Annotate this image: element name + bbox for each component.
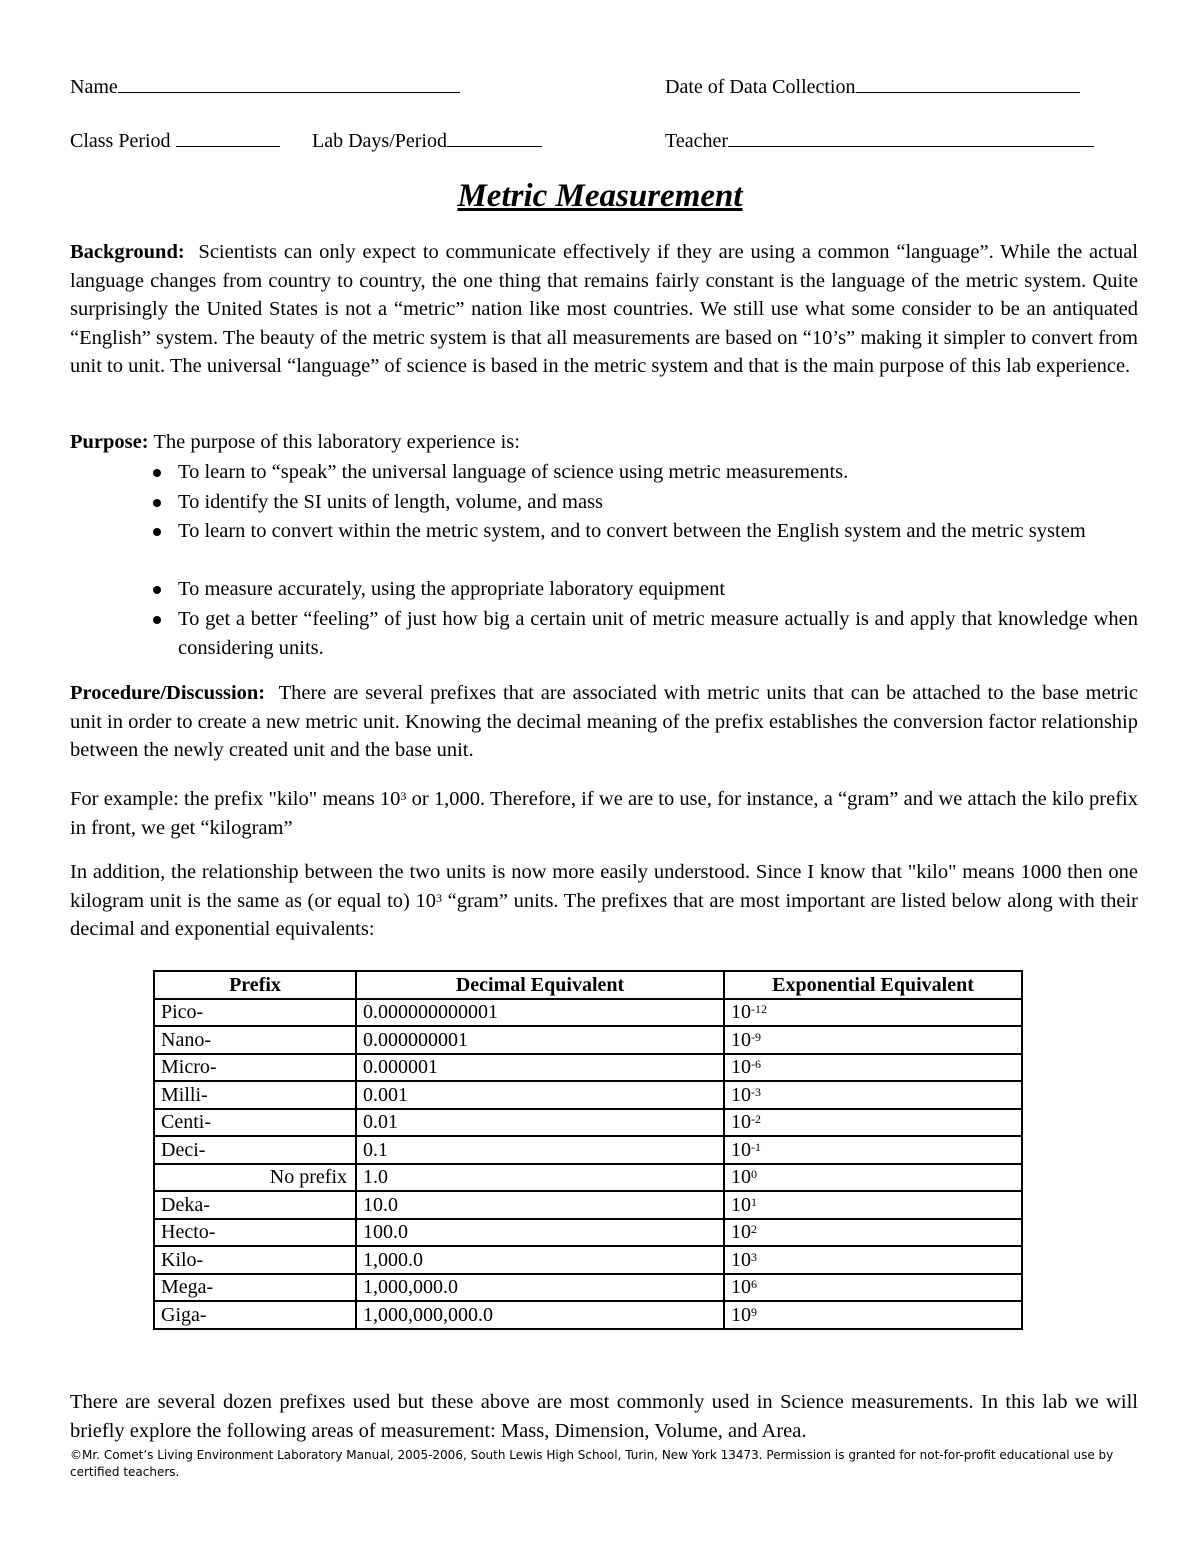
exponent-power: 2 bbox=[751, 1222, 757, 1237]
decimal-cell: 1.0 bbox=[356, 1164, 724, 1192]
exponent-power: 0 bbox=[751, 1167, 757, 1182]
exponent-power: 1 bbox=[751, 1194, 757, 1209]
page-title: Metric Measurement bbox=[457, 178, 743, 214]
exponent-power: 3 bbox=[751, 1249, 757, 1264]
bullet-icon bbox=[153, 499, 161, 507]
table-row bbox=[154, 1026, 1022, 1054]
exponent-power: -6 bbox=[751, 1057, 761, 1072]
exponential-cell bbox=[724, 1026, 1022, 1054]
teacher-label: Teacher bbox=[665, 130, 728, 152]
exponent-base: 10 bbox=[731, 1028, 751, 1051]
decimal-cell: 0.000001 bbox=[356, 1054, 724, 1082]
exponential-cell bbox=[724, 1274, 1022, 1302]
exponent-base: 10 bbox=[731, 1193, 751, 1216]
prefix-cell: Kilo- bbox=[154, 1246, 356, 1274]
decimal-cell: 1,000,000,000.0 bbox=[356, 1301, 724, 1329]
exponent-base: 10 bbox=[731, 1056, 751, 1079]
teacher-field[interactable] bbox=[665, 128, 1094, 153]
table-row bbox=[154, 1081, 1022, 1109]
purpose-intro: The purpose of this laboratory experience is: bbox=[153, 431, 520, 453]
purpose-list-item: To identify the SI units of length, volume, and mass bbox=[178, 488, 1138, 517]
table-row bbox=[154, 1136, 1022, 1164]
exponent-base: 10 bbox=[731, 1138, 751, 1161]
prefix-table bbox=[153, 970, 1023, 1330]
exponent-power: -9 bbox=[751, 1029, 761, 1044]
background-label: Background: bbox=[70, 241, 185, 263]
exponential-cell bbox=[724, 1109, 1022, 1137]
table-row bbox=[154, 1246, 1022, 1274]
date-blank[interactable] bbox=[856, 74, 1080, 93]
name-field[interactable] bbox=[70, 74, 460, 99]
column-header-prefix: Prefix bbox=[154, 971, 356, 999]
exponential-cell bbox=[724, 1164, 1022, 1192]
prefix-cell: No prefix bbox=[154, 1164, 356, 1192]
purpose-label: Purpose: bbox=[70, 431, 149, 453]
addition-paragraph: In addition, the relationship between the two units is now more easily understood. Since I know that "kilo" means 1000 then one kilogram unit is the same as (or equal to) $10^3$ “gram” units. The prefixes that are most important are listed below along with their decimal and exponential equivalents: bbox=[70, 861, 1138, 940]
procedure-section bbox=[70, 679, 1138, 765]
exponent-base: 10 bbox=[731, 1083, 751, 1106]
exponent-power: -2 bbox=[751, 1112, 761, 1127]
exponent-power: 9 bbox=[751, 1304, 757, 1319]
date-label: Date of Data Collection bbox=[665, 76, 856, 98]
teacher-blank[interactable] bbox=[728, 128, 1094, 147]
lab-days-blank[interactable] bbox=[447, 128, 542, 147]
exponent-power: -1 bbox=[751, 1139, 761, 1154]
bullet-icon bbox=[153, 616, 161, 624]
purpose-section bbox=[70, 428, 1138, 457]
decimal-cell: 0.01 bbox=[356, 1109, 724, 1137]
prefix-cell: Giga- bbox=[154, 1301, 356, 1329]
decimal-cell: 1,000,000.0 bbox=[356, 1274, 724, 1302]
prefix-cell: Deci- bbox=[154, 1136, 356, 1164]
decimal-cell: 0.000000000001 bbox=[356, 999, 724, 1027]
example-paragraph: For example: the prefix "kilo" means $10^3$ or 1,000. Therefore, if we are to use, for instance, a “gram” and we attach the kilo prefix in front, we get “kilogram” bbox=[70, 788, 1138, 839]
exponent-base: 10 bbox=[731, 1303, 751, 1326]
bullet-icon bbox=[153, 528, 161, 536]
decimal-cell: 1,000.0 bbox=[356, 1246, 724, 1274]
table-row bbox=[154, 999, 1022, 1027]
table-row bbox=[154, 1164, 1022, 1192]
decimal-cell: 0.001 bbox=[356, 1081, 724, 1109]
prefix-cell: Milli- bbox=[154, 1081, 356, 1109]
exponent-base: 10 bbox=[731, 1001, 751, 1024]
background-text: Scientists can only expect to communicate effectively if they are using a common “language”. While the actual language changes from country to country, the one thing that remains fairly constant is the language of the metric system. Quite surprisingly the United States is not a “metric” nation like most countries. We still use what some consider to be an antiquated “English” system. The beauty of the metric system is that all measurements are based on “10’s” making it simpler to convert from unit to unit. The universal “language” of science is based in the metric system and that is the main purpose of this lab experience. bbox=[70, 241, 1138, 377]
column-header-decimal: Decimal Equivalent bbox=[356, 971, 724, 999]
exponential-cell bbox=[724, 1301, 1022, 1329]
purpose-list-item: To get a better “feeling” of just how big a certain unit of metric measure actually is and apply that knowledge when considering units. bbox=[178, 605, 1138, 662]
date-field[interactable] bbox=[665, 74, 1080, 99]
name-blank[interactable] bbox=[118, 74, 460, 93]
exponential-cell bbox=[724, 1246, 1022, 1274]
table-row bbox=[154, 1301, 1022, 1329]
procedure-text: There are several prefixes that are associated with metric units that can be attached to the base metric unit in order to create a new metric unit. Knowing the decimal meaning of the prefix establishes the conversion factor relationship between the newly created unit and the base unit. bbox=[70, 682, 1138, 761]
table-row bbox=[154, 1054, 1022, 1082]
background-section bbox=[70, 238, 1138, 381]
table-row bbox=[154, 1109, 1022, 1137]
prefix-cell: Mega- bbox=[154, 1274, 356, 1302]
prefix-cell: Centi- bbox=[154, 1109, 356, 1137]
table-row bbox=[154, 1191, 1022, 1219]
class-period-blank[interactable] bbox=[176, 128, 280, 147]
lab-days-field[interactable] bbox=[312, 128, 542, 153]
class-period-label: Class Period bbox=[70, 130, 171, 152]
prefix-cell: Nano- bbox=[154, 1026, 356, 1054]
exponential-cell bbox=[724, 1081, 1022, 1109]
prefix-cell: Deka- bbox=[154, 1191, 356, 1219]
exponential-cell bbox=[724, 1191, 1022, 1219]
exponent-power: -12 bbox=[751, 1002, 767, 1017]
exponential-cell bbox=[724, 999, 1022, 1027]
exponential-cell bbox=[724, 1219, 1022, 1247]
copyright-footer: ©Mr. Comet’s Living Environment Laboratory Manual, 2005-2006, South Lewis High School, Turin, New York 13473. Permission is granted for not-for-profit educational use by certified teachers. bbox=[70, 1448, 1114, 1479]
prefix-cell: Hecto- bbox=[154, 1219, 356, 1247]
decimal-cell: 100.0 bbox=[356, 1219, 724, 1247]
decimal-cell: 0.1 bbox=[356, 1136, 724, 1164]
table-row bbox=[154, 1219, 1022, 1247]
exponent-base: 10 bbox=[731, 1166, 751, 1189]
exponential-cell bbox=[724, 1054, 1022, 1082]
exponential-cell bbox=[724, 1136, 1022, 1164]
bullet-icon bbox=[153, 586, 161, 594]
purpose-list-item: To learn to convert within the metric system, and to convert between the English system and the metric system bbox=[178, 517, 1138, 546]
exponent-power: 6 bbox=[751, 1277, 757, 1292]
lab-days-label: Lab Days/Period bbox=[312, 130, 447, 152]
table-row bbox=[154, 1274, 1022, 1302]
exponent-base: 10 bbox=[731, 1276, 751, 1299]
prefix-cell: Micro- bbox=[154, 1054, 356, 1082]
bullet-icon bbox=[153, 469, 161, 477]
decimal-cell: 0.000000001 bbox=[356, 1026, 724, 1054]
exponent-base: 10 bbox=[731, 1248, 751, 1271]
name-label: Name bbox=[70, 76, 118, 98]
purpose-list-item: To learn to “speak” the universal language of science using metric measurements. bbox=[178, 458, 1138, 487]
exponent-power: -3 bbox=[751, 1084, 761, 1099]
prefix-cell: Pico- bbox=[154, 999, 356, 1027]
procedure-label: Procedure/Discussion: bbox=[70, 682, 266, 704]
exponent-base: 10 bbox=[731, 1221, 751, 1244]
closing-paragraph: There are several dozen prefixes used but these above are most commonly used in Science measurements. In this lab we will briefly explore the following areas of measurement: Mass, Dimension, Volume, and Area. bbox=[70, 1391, 1138, 1442]
class-period-field[interactable] bbox=[70, 128, 280, 153]
exponent-base: 10 bbox=[731, 1111, 751, 1134]
table-header-row bbox=[154, 971, 1022, 999]
decimal-cell: 10.0 bbox=[356, 1191, 724, 1219]
column-header-exponential: Exponential Equivalent bbox=[724, 971, 1022, 999]
purpose-list-item: To measure accurately, using the appropriate laboratory equipment bbox=[178, 575, 1138, 604]
